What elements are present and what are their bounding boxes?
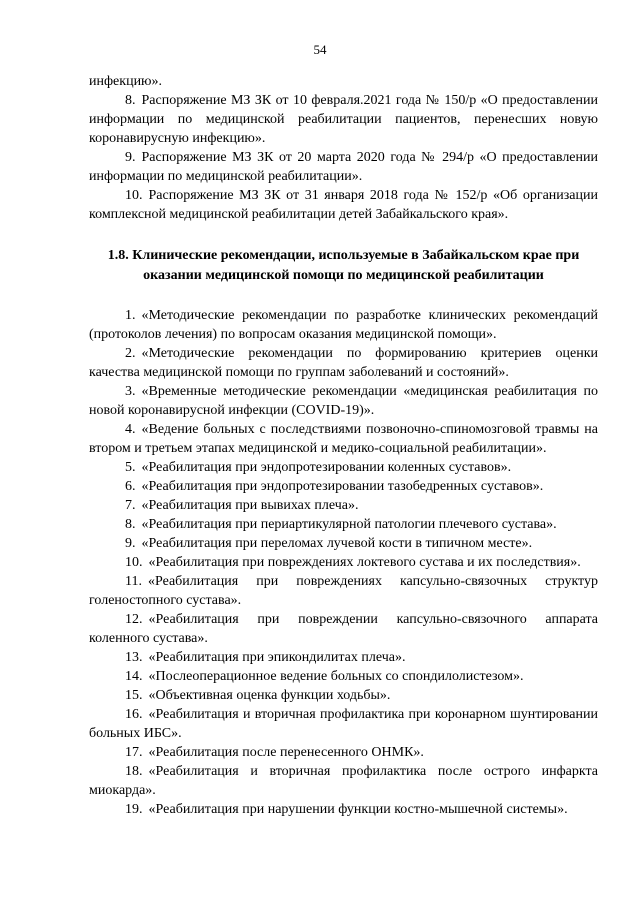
item-text: «Временные методические рекомендации «медицинская реабилитация по новой коронавирусной инфекции (COVID-19)». [89, 384, 598, 418]
item-number: 16. [125, 707, 143, 722]
item-text: «Реабилитация и вторичная профилактика после острого инфаркта миокарда». [89, 764, 598, 798]
list-item [89, 515, 598, 534]
item-number: 9. [125, 536, 136, 551]
item-text: Распоряжение МЗ ЗК от 20 марта 2020 года № 294/р «О предоставлении информации по медицинской реабилитации». [89, 150, 598, 184]
list-item [89, 186, 598, 224]
intro-continuation: инфекцию». [89, 74, 163, 89]
item-text: «Объективная оценка функции ходьбы». [148, 688, 391, 703]
list-item [89, 148, 598, 186]
item-text: «Реабилитация при повреждении капсульно-связочного аппарата коленного сустава». [89, 612, 598, 646]
item-number: 8. [125, 93, 136, 108]
item-text: «Реабилитация при нарушении функции костно-мышечной системы». [148, 802, 568, 817]
item-text: «Реабилитация при эпикондилитах плеча». [148, 650, 406, 665]
section-heading: 1.8. Клинические рекомендации, используемые в Забайкальском крае при оказании медицинской помощи по медицинской реабилитации [107, 248, 580, 283]
item-number: 7. [125, 498, 136, 513]
item-number: 8. [125, 517, 136, 532]
list-item [89, 477, 598, 496]
item-number: 17. [125, 745, 143, 760]
item-number: 2. [125, 346, 136, 361]
list-item [89, 667, 598, 686]
list-item [89, 344, 598, 382]
item-number: 6. [125, 479, 136, 494]
list-item [89, 705, 598, 743]
list-item [89, 686, 598, 705]
list-item [89, 572, 598, 610]
item-text: «Реабилитация и вторичная профилактика при коронарном шунтировании больных ИБС». [89, 707, 598, 741]
item-number: 5. [125, 460, 136, 475]
item-number: 18. [125, 764, 143, 779]
item-number: 15. [125, 688, 143, 703]
documents-list [89, 91, 598, 224]
item-number: 12. [125, 612, 143, 627]
item-number: 14. [125, 669, 143, 684]
list-item [89, 648, 598, 667]
item-text: «Реабилитация при эндопротезировании тазобедренных суставов». [141, 479, 544, 494]
list-item [89, 420, 598, 458]
item-text: «Реабилитация при переломах лучевой кости в типичном месте». [141, 536, 533, 551]
list-item [89, 610, 598, 648]
item-number: 3. [125, 384, 136, 399]
item-number: 19. [125, 802, 143, 817]
item-text: «Реабилитация при вывихах плеча». [141, 498, 359, 513]
item-number: 10. [125, 555, 143, 570]
item-text: «Ведение больных с последствиями позвоночно-спиномозговой травмы на втором и третьем этапах медицинской и медико-социальной реабилитации». [89, 422, 598, 456]
list-item [89, 91, 598, 148]
list-item [89, 762, 598, 800]
item-number: 11. [125, 574, 142, 589]
list-item [89, 496, 598, 515]
item-text: «Послеоперационное ведение больных со спондилолистезом». [148, 669, 524, 684]
item-text: «Реабилитация после перенесенного ОНМК». [148, 745, 424, 760]
page-number: 54 [313, 42, 327, 57]
list-item [89, 534, 598, 553]
item-text: «Реабилитация при повреждениях локтевого сустава и их последствия». [148, 555, 581, 570]
list-item [89, 458, 598, 477]
item-text: «Реабилитация при повреждениях капсульно-связочных структур голеностопного сустава». [89, 574, 598, 608]
item-text: «Реабилитация при периартикулярной патологии плечевого сустава». [141, 517, 557, 532]
list-item [89, 743, 598, 762]
item-text: «Методические рекомендации по разработке клинических рекомендаций (протоколов лечения) по вопросам оказания медицинской помощи». [89, 308, 598, 342]
item-number: 9. [125, 150, 136, 165]
item-text: «Реабилитация при эндопротезировании коленных суставов». [141, 460, 512, 475]
document-body [89, 72, 598, 819]
list-item [89, 800, 598, 819]
item-number: 13. [125, 650, 143, 665]
item-number: 4. [125, 422, 136, 437]
list-item [89, 306, 598, 344]
item-number: 1. [125, 308, 136, 323]
list-item [89, 553, 598, 572]
list-item [89, 382, 598, 420]
item-text: Распоряжение МЗ ЗК от 31 января 2018 года № 152/р «Об организации комплексной медицинской реабилитации детей Забайкальского края». [89, 188, 598, 222]
item-text: Распоряжение МЗ ЗК от 10 февраля.2021 года № 150/р «О предоставлении информации по медицинской реабилитации пациентов, перенесших новую коронавирусную инфекцию». [89, 93, 598, 146]
item-text: «Методические рекомендации по формированию критериев оценки качества медицинской помощи по группам заболеваний и состояний». [89, 346, 598, 380]
item-number: 10. [125, 188, 143, 203]
recommendations-list [89, 306, 598, 819]
